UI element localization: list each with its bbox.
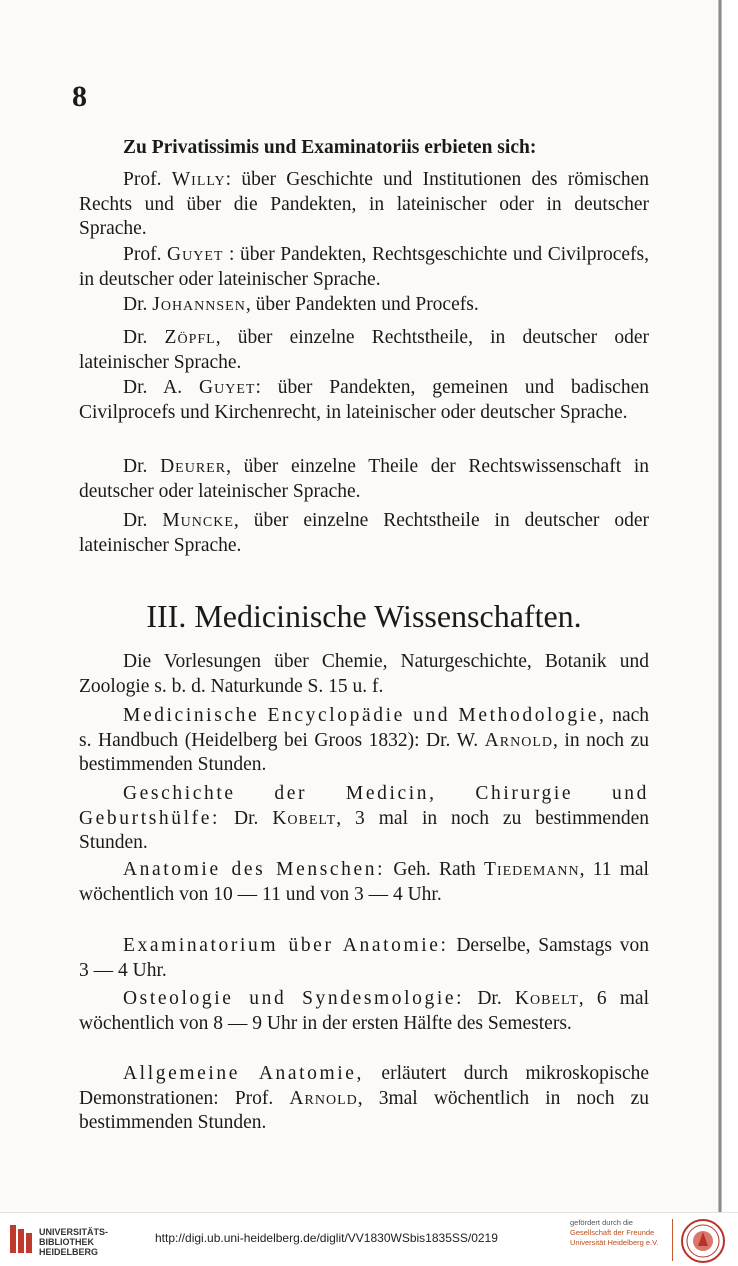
footer-divider xyxy=(672,1219,673,1261)
entry-sep: : xyxy=(255,377,261,398)
lecture-examinatorium xyxy=(79,934,649,983)
entry-title: Dr. xyxy=(123,510,148,531)
entry-name: Guyet xyxy=(199,377,256,398)
entry-text: über Pandekten, Rechtsgeschichte und Civilprocefs, in deutscher oder lateinischer Sprache. xyxy=(79,244,649,290)
entry-sep: , xyxy=(215,327,221,348)
entry-deurer xyxy=(79,455,649,504)
entry-sep: , xyxy=(226,456,231,477)
lecture-anatomie xyxy=(79,858,649,907)
privatissima-heading: Zu Privatissimis und Examinatoriis erbieten sich: xyxy=(123,137,537,158)
entry-title: Dr. xyxy=(123,294,148,315)
lecture-teacher: Kobelt xyxy=(272,807,337,829)
entry-zoepfl xyxy=(79,326,649,375)
entry-name: Johannsen xyxy=(152,294,246,315)
lecture-pre: Geh. Rath xyxy=(385,859,485,880)
sponsor-org-line: Gesellschaft der Freunde xyxy=(570,1228,655,1237)
library-name xyxy=(39,1227,119,1257)
entry-text: über einzelne Rechtstheile in deutscher oder lateinischer Sprache. xyxy=(79,510,649,556)
library-name-line: UNIVERSITÄTS- xyxy=(39,1227,109,1237)
lecture-subject: Examinatorium über Anatomie: xyxy=(123,935,449,956)
sponsor-org-line: Universität Heidelberg e.V. xyxy=(570,1238,659,1247)
entry-sep: , xyxy=(233,510,239,531)
lecture-post: , 3 mal in noch zu bestimmenden Stunden. xyxy=(79,807,649,853)
entry-name: Zöpfl xyxy=(164,327,216,348)
entry-text: über Geschichte und Institutionen des römischen Rechts und über die Pandekten, in lateinischer oder in deutscher Sprache. xyxy=(79,169,650,239)
entry-title: Prof. xyxy=(123,169,162,190)
entry-willy xyxy=(79,168,649,242)
entry-title: Dr. xyxy=(123,327,148,348)
lecture-encyclopaedie xyxy=(79,704,649,778)
library-name-line: BIBLIOTHEK xyxy=(39,1237,94,1247)
entry-sep: : xyxy=(223,244,235,265)
lecture-pre: Dr. xyxy=(220,807,273,829)
entry-text: über Pandekten, gemeinen und badischen Civilprocefs und Kirchenrecht, in lateinischer oder deutscher Sprache. xyxy=(79,377,649,423)
lecture-teacher: Tiedemann xyxy=(484,859,580,880)
lecture-post: , 11 mal wöchentlich von 10 — 11 und von 3 — 4 Uhr. xyxy=(79,859,649,905)
lecture-teacher: Kobelt xyxy=(514,988,579,1009)
sponsor-label: gefördert durch die xyxy=(570,1218,633,1227)
scan-margin xyxy=(722,0,738,1212)
permalink-url[interactable]: http://digi.ub.uni-heidelberg.de/diglit/VV1830WSbis1835SS/0219 xyxy=(155,1231,498,1245)
library-name-line: HEIDELBERG xyxy=(39,1247,99,1257)
entry-muncke xyxy=(79,509,649,558)
lecture-allgemeine-anatomie xyxy=(79,1062,649,1136)
entry-text: über Pandekten und Procefs. xyxy=(250,294,479,315)
lecture-post: , in noch zu bestimmenden Stunden. xyxy=(79,729,649,775)
lecture-osteologie xyxy=(79,987,649,1036)
entry-title: Dr. A. xyxy=(123,377,183,398)
lecture-subject: Anatomie des Menschen: xyxy=(123,859,386,880)
section-title: III. Medicinische Wissenschaften. xyxy=(146,598,582,634)
entry-name: Deurer xyxy=(160,456,227,477)
library-logo-icon xyxy=(8,1223,34,1255)
lecture-post: , 6 mal wöchentlich von 8 — 9 Uhr in der ersten Hälfte des Semesters. xyxy=(79,988,649,1034)
university-seal-icon xyxy=(680,1218,726,1264)
lecture-teacher: Arnold xyxy=(484,729,553,751)
lecture-intro: Die Vorlesungen über Chemie, Naturgeschichte, Botanik und Zoologie s. b. d. Naturkunde S. 15 u. f. xyxy=(79,651,649,697)
entry-johannsen xyxy=(79,293,649,318)
lecture-post: , 3mal wöchentlich in noch zu bestimmenden Stunden. xyxy=(79,1087,649,1133)
entry-title: Dr. xyxy=(123,456,148,477)
lecture-post: Derselbe, Samstags von 3 — 4 Uhr. xyxy=(79,935,649,981)
entry-title: Prof. xyxy=(123,244,162,265)
entry-name: Muncke xyxy=(162,510,234,531)
lecture-geschichte xyxy=(79,782,649,856)
entry-guyet xyxy=(79,243,649,292)
entry-sep: : xyxy=(225,169,232,190)
entry-a-guyet xyxy=(79,376,649,425)
lecture-pre: nach s. Handbuch (Heidelberg bei Groos 1832): Dr. W. xyxy=(79,705,649,751)
lecture-subject: Allgemeine Anatomie, xyxy=(123,1063,365,1084)
entry-text: über einzelne Rechtstheile, in deutscher oder lateinischer Sprache. xyxy=(79,327,649,373)
lecture-subject: Medicinische Encyclopädie und Methodologie, xyxy=(123,705,607,726)
page-number: 8 xyxy=(72,80,87,113)
sponsor-credit xyxy=(570,1218,680,1248)
entry-name: Guyet xyxy=(167,244,224,265)
lecture-teacher: Arnold xyxy=(289,1087,358,1109)
lecture-pre: Dr. xyxy=(464,988,515,1009)
lecture-pre: erläutert durch mikroskopische Demonstrationen: Prof. xyxy=(79,1063,649,1109)
entry-name: Willy xyxy=(171,169,226,190)
lecture-subject: Geschichte der Medicin, Chirurgie und Geburtshülfe: xyxy=(79,783,649,829)
footer-bar xyxy=(0,1212,738,1266)
lecture-subject: Osteologie und Syndesmologie: xyxy=(123,988,465,1009)
entry-sep: , xyxy=(245,294,251,315)
entry-text: über einzelne Theile der Rechtswissenschaft in deutscher oder lateinischer Sprache. xyxy=(79,456,649,502)
